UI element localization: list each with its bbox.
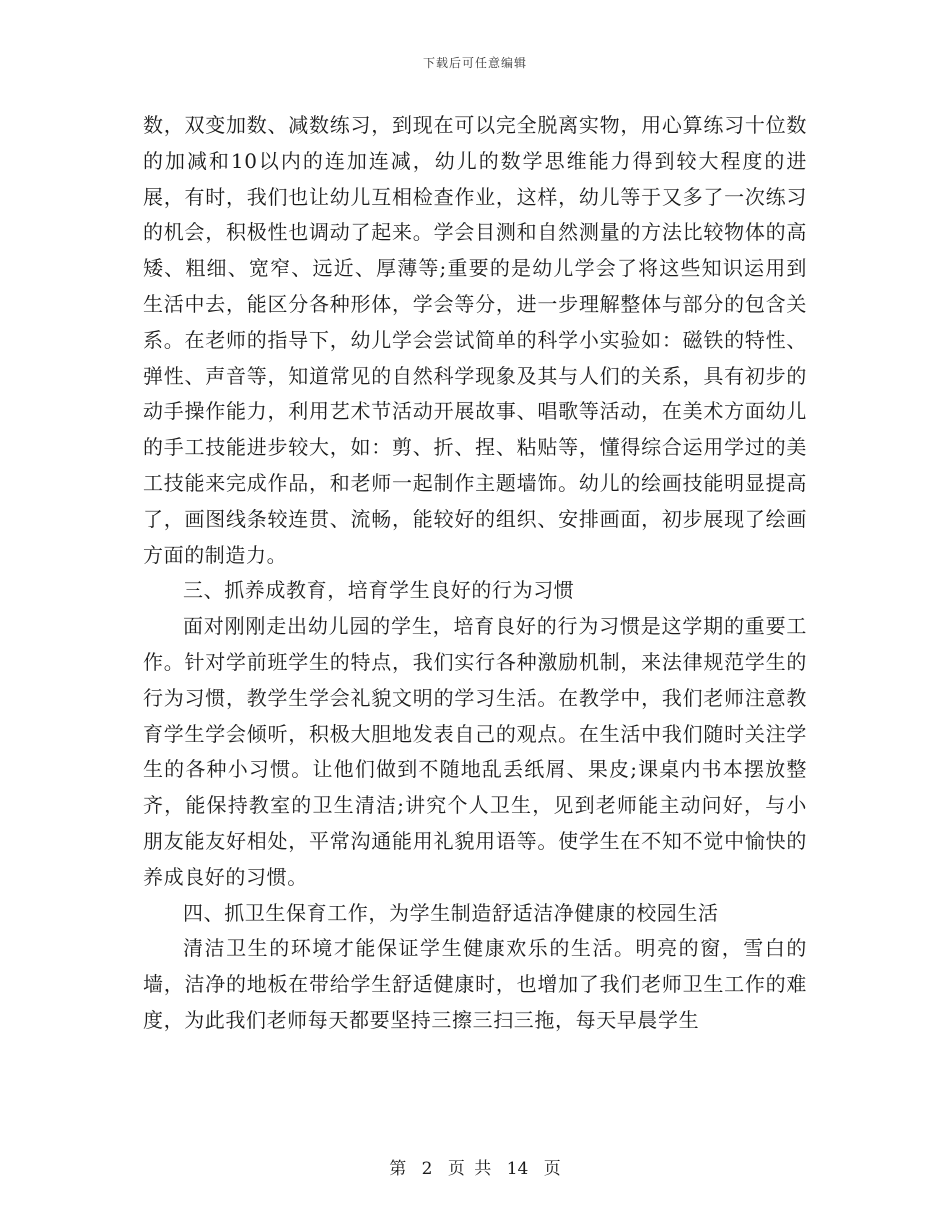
body-content: [143, 108, 807, 1039]
section-heading-4: 四、抓卫生保育工作，为学生制造舒适洁净健康的校园生活: [183, 900, 719, 925]
paragraph-hygiene: 清洁卫生的环境才能保证学生健康欢乐的生活。明亮的窗，雪白的墙，洁净的地板在带给学生舒适健康时，也增加了我们老师卫生工作的难度，为此我们老师每天都要坚持三擦三扫三拖，每天早晨学生: [143, 936, 807, 1032]
paragraph-habits: 面对刚刚走出幼儿园的学生，培育良好的行为习惯是这学期的重要工作。针对学前班学生的特点，我们实行各种激励机制，来法律规范学生的行为习惯，教学生学会礼貌文明的学习生活。在教学中，我们老师注意教育学生学会倾听，积极大胆地发表自己的观点。在生活中我们随时关注学生的各种小习惯。让他们做到不随地乱丢纸屑、果皮;课桌内书本摆放整齐，能保持教室的卫生清洁;讲究个人卫生，见到老师能主动问好，与小朋友能友好相处，平常沟通能用礼貌用语等。使学生在不知不觉中愉快的养成良好的习惯。: [143, 614, 807, 889]
footer-current-page: 2: [421, 1159, 433, 1179]
paragraph-continuation: 数，双变加数、减数练习，到现在可以完全脱离实物，用心算练习十位数的加减和10以内的连加连减，幼儿的数学思维能力得到较大程度的进展，有时，我们也让幼儿互相检查作业，这样，幼儿等于又多了一次练习的机会，积极性也调动了起来。学会目测和自然测量的方法比较物体的高矮、粗细、宽窄、远近、厚薄等;重要的是幼儿学会了将这些知识运用到生活中去，能区分各种形体，学会等分，进一步理解整体与部分的包含关系。在老师的指导下，幼儿学会尝试简单的科学小实验如：磁铁的特性、弹性、声音等，知道常见的自然科学现象及其与人们的关系，具有初步的动手操作能力，利用艺术节活动开展故事、唱歌等活动，在美术方面幼儿的手工技能进步较大，如：剪、折、捏、粘贴等，懂得综合运用学过的美工技能来完成作品，和老师一起制作主题墙饰。幼儿的绘画技能明显提高了，画图线条较连贯、流畅，能较好的组织、安排画面，初步展现了绘画方面的制造力。: [143, 113, 807, 567]
header-note: 下载后可任意编辑: [422, 56, 527, 70]
footer-suffix: 页: [543, 1159, 561, 1179]
footer-middle: 页 共: [447, 1159, 492, 1179]
section-heading-3: 三、抓养成教育，培育学生良好的行为习惯: [183, 578, 575, 603]
footer-total-pages: 14: [506, 1159, 529, 1179]
footer-prefix: 第: [389, 1159, 407, 1179]
page-footer: [0, 1154, 950, 1179]
